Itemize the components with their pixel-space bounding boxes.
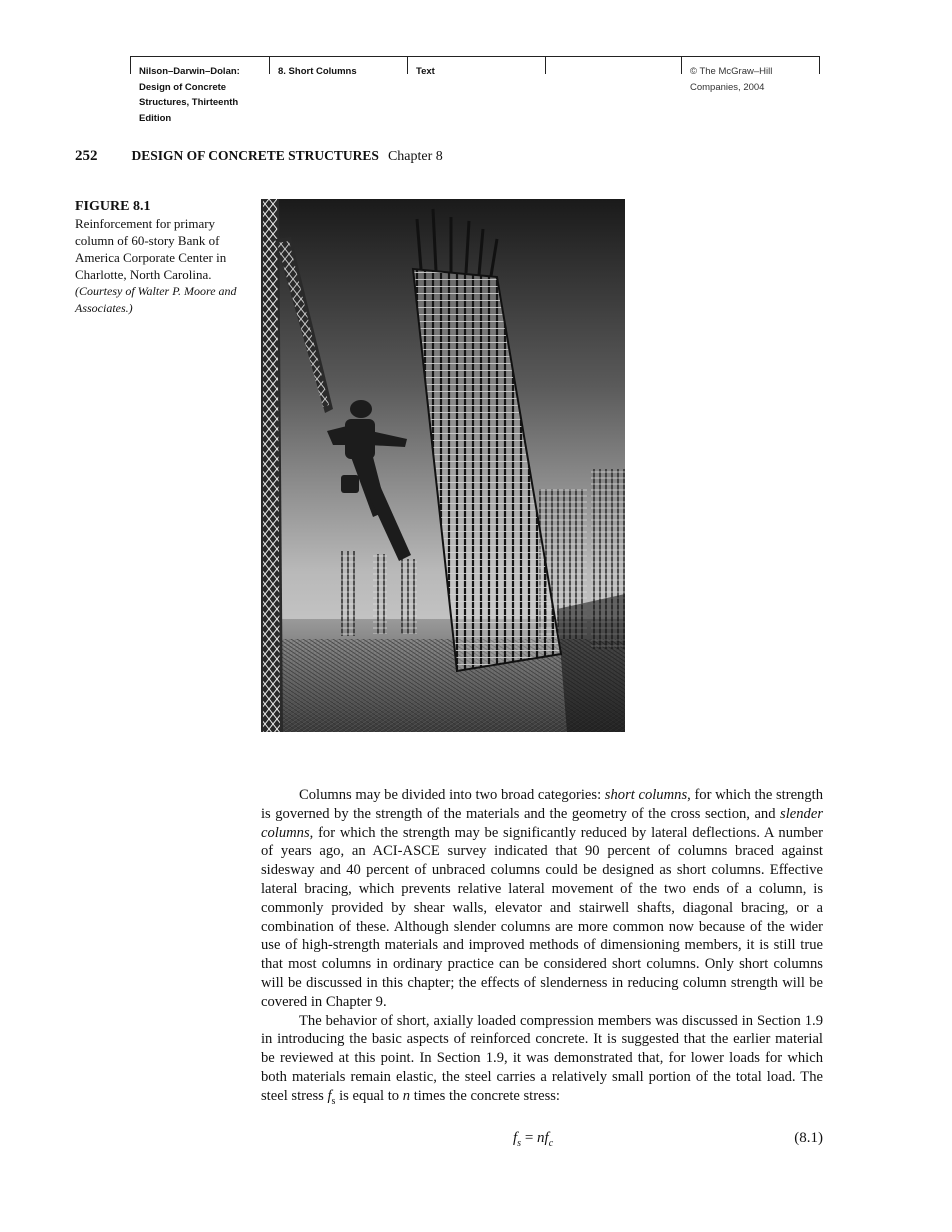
symbol-fs: f [327, 1087, 332, 1104]
equation-expression [513, 1130, 553, 1149]
page-header [130, 56, 820, 136]
chapter-label: Chapter 8 [387, 149, 443, 164]
eq-rhs-sub: c [548, 1138, 554, 1149]
figure-credit: (Courtesy of Walter P. Moore and Associates.) [75, 284, 237, 315]
eq-rhs: nf [537, 1130, 549, 1146]
equation-number: (8.1) [794, 1130, 823, 1146]
page-number: 252 [75, 148, 98, 164]
running-head [75, 148, 443, 165]
body-text [261, 786, 823, 1111]
book-title: DESIGN OF CONCRETE STRUCTURES [131, 148, 379, 163]
term-short-columns: short columns [604, 787, 688, 803]
term-slender-columns: slender columns [261, 805, 823, 841]
body-text-span: The behavior of short, axially loaded compression members was discussed in Section 1.9 in introducing the basic aspects of reinforced concrete. It is suggested that the earlier material be reviewed at this point. In Section 1.9, it was demonstrated that, for lower loads for which both materials remain elastic, the steel carries a relatively small portion of the total load. The steel stress [261, 1012, 823, 1104]
eq-lhs: f [513, 1130, 518, 1146]
paragraph-1 [261, 786, 823, 1012]
eq-lhs-sub: s [517, 1138, 522, 1149]
header-chapter: 8. Short Columns [278, 66, 357, 77]
eq-sign: = [521, 1130, 538, 1146]
figure-photo [261, 199, 625, 732]
header-section: Text [416, 66, 435, 77]
symbol-fs-subscript: s [331, 1095, 336, 1107]
header-copyright: © The McGraw–Hill Companies, 2004 [690, 66, 773, 93]
figure-label: FIGURE 8.1 [75, 199, 151, 214]
body-text-span: , for which the strength may be significantly reduced by lateral deflections. A number of years ago, an ACI-ASCE survey indicated that 90 percent of columns braced against sidesway and 40 percent of unbraced columns could be designed as short columns. Effective lateral bracing, which prevents relative lateral movement of the two ends of a column, is commonly provided by shear walls, elevator and stairwell shafts, diagonal bracing, or a combination of these. Although slender columns are more common now because of the wider use of high-strength materials and improved methods of dimensioning members, it is still true that most columns in ordinary practice can be considered short columns. Only short columns will be discussed in this chapter; the effects of slenderness in reducing column strength will be covered in Chapter 9. [261, 824, 823, 1010]
header-divider [545, 56, 546, 74]
body-text-span: times the concrete stress: [410, 1087, 560, 1104]
equation-8-1 [261, 1130, 823, 1150]
figure-caption-text: Reinforcement for primary column of 60-story Bank of America Corporate Center in Charlotte, North Carolina. [75, 216, 227, 282]
header-divider [819, 56, 820, 74]
body-text-span: is equal to [335, 1087, 403, 1104]
header-book: Nilson–Darwin–Dolan: Design of Concrete Structures, Thirteenth Edition [139, 66, 240, 124]
figure-caption [75, 198, 250, 317]
paragraph-2 [261, 1012, 823, 1112]
rebar-column-photo [261, 199, 625, 732]
symbol-n: n [402, 1087, 411, 1104]
body-text-span: , for which the strength is governed by the strength of the materials and the geometry of the cross section, and [261, 787, 823, 822]
body-text-span: Columns may be divided into two broad categories: [299, 787, 605, 803]
